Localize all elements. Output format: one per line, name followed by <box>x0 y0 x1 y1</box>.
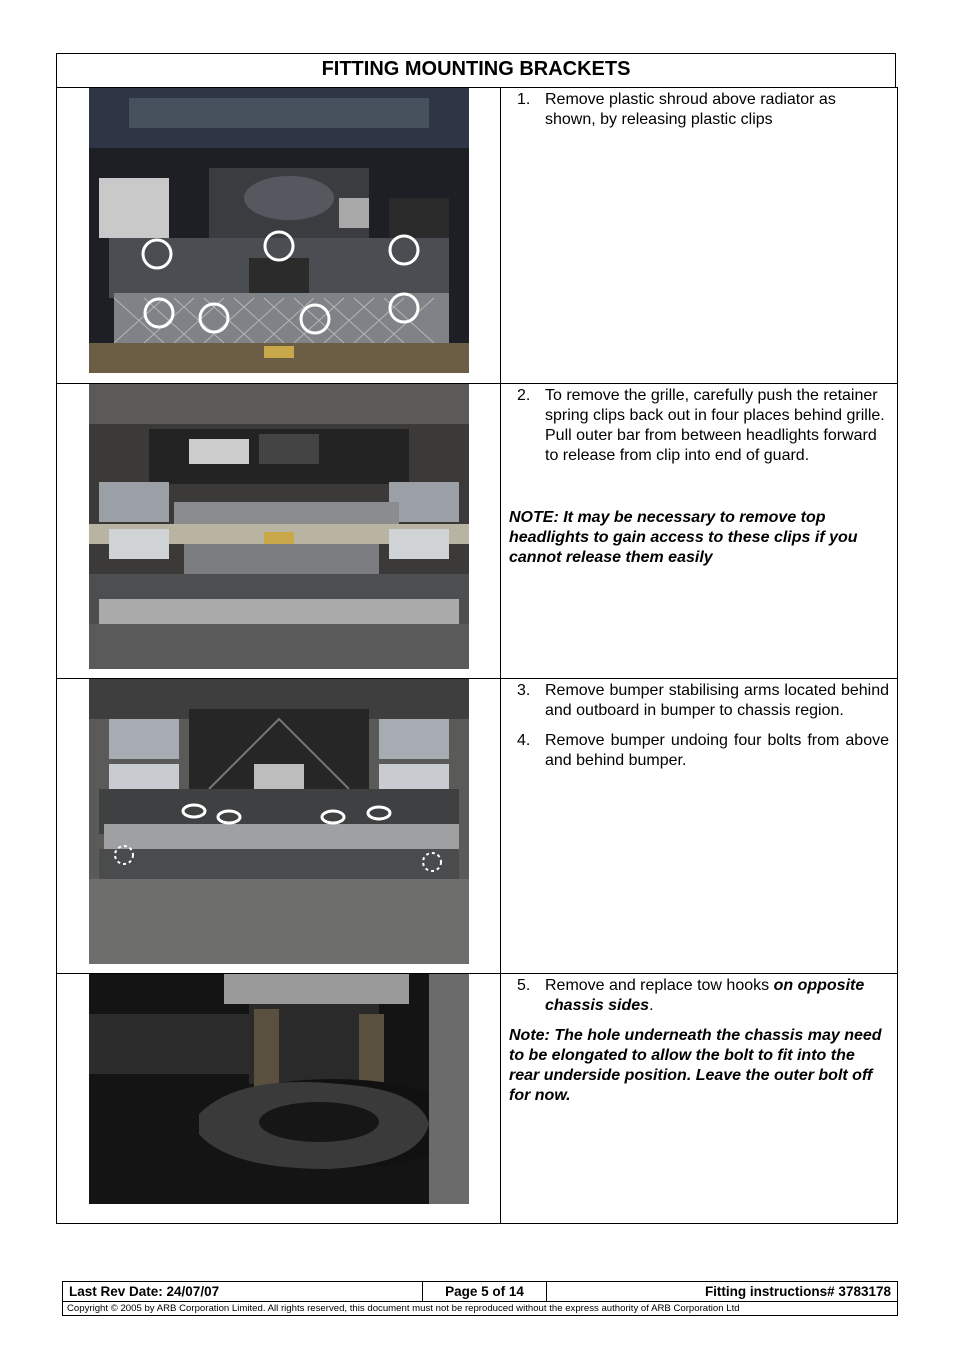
instructions-table <box>56 87 898 1224</box>
table-row <box>57 88 897 384</box>
step-text-1 <box>509 90 889 140</box>
copyright: Copyright © 2005 by ARB Corporation Limited. All rights reserved, this document must not be reproduced without the express authority of ARB Corporation Ltd <box>67 1303 740 1314</box>
step-text-5 <box>509 976 889 1106</box>
rev-date: Last Rev Date: 24/07/07 <box>63 1282 423 1301</box>
front-grille-photo <box>89 384 469 669</box>
bumper-bolts-photo <box>89 679 469 964</box>
list-item: 3. Remove bumper stabilising arms located behind and outboard in bumper to chassis region. <box>517 682 889 719</box>
list-item: 2. To remove the grille, carefully push the retainer spring clips back out in four places behind grille. Pull outer bar from between headlights forward to release from clip into end of guard. <box>517 387 885 464</box>
instructions-number: Fitting instructions# 3783178 <box>704 1284 891 1299</box>
list-item: 1. Remove plastic shroud above radiator as shown, by releasing plastic clips <box>517 91 836 128</box>
step-text-2 <box>509 386 889 568</box>
table-row <box>57 384 897 679</box>
page-title: FITTING MOUNTING BRACKETS <box>56 53 896 88</box>
tow-hook-photo <box>89 974 469 1204</box>
list-item: 4. Remove bumper undoing four bolts from above and behind bumper. <box>517 732 889 769</box>
footer <box>62 1281 898 1316</box>
note-headlights: NOTE: It may be necessary to remove top headlights to gain access to these clips if you cannot release them easily <box>509 509 858 566</box>
page-number: Page 5 of 14 <box>423 1282 547 1301</box>
step-text-3-4 <box>509 681 889 781</box>
table-row <box>57 679 897 974</box>
note-hole: Note: The hole underneath the chassis may need to be elongated to allow the bolt to fit into the rear underside position. Leave the outer bolt off for now. <box>509 1027 882 1104</box>
engine-bay-photo <box>89 88 469 373</box>
table-row <box>57 974 897 1224</box>
list-item: 5. Remove and replace tow hooks on opposite chassis sides. <box>517 977 865 1014</box>
